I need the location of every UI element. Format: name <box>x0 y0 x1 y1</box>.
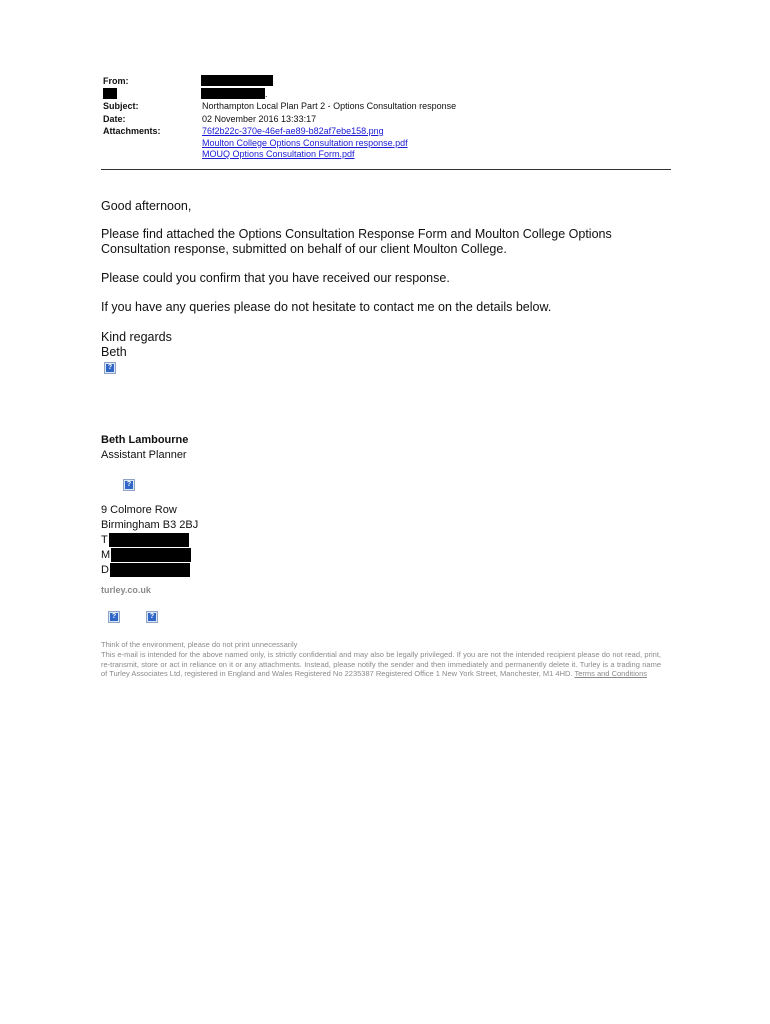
redacted-from-address <box>201 88 265 99</box>
from-label: From: <box>103 76 129 86</box>
disclaimer-text: This e-mail is intended for the above named only, is strictly confidential and may also be legally privileged. If you are not the intended recipient please do not read, print, re-transmit, store or act in reliance on it or any attachments. Instead, please notify the sender and then immediately and permanently delete it. Turley is a trading name of Turley Associates Ltd, registered in England and Wales Registered No 2235387 Registered Office 1 New York Street, Manchester, M1 4HD. <box>101 650 661 679</box>
broken-image-icon: ? <box>104 362 116 374</box>
attachment-link-1[interactable]: 76f2b22c-370e-46ef-ae89-b82af7ebe158.png <box>202 126 384 136</box>
subject-label: Subject: <box>103 101 139 111</box>
signoff: Beth <box>101 345 127 359</box>
body-paragraph-1: Please find attached the Options Consultation Response Form and Moulton College Options Consultation response, submitted on behalf of our client Moulton College. <box>101 227 612 256</box>
redacted-from <box>201 75 273 86</box>
greeting: Good afternoon, <box>101 199 192 213</box>
attachment-link-3[interactable]: MOUQ Options Consultation Form.pdf <box>202 149 355 159</box>
body-paragraph-3: If you have any queries please do not hesitate to contact me on the details below. <box>101 300 552 314</box>
phone-t-prefix: T <box>101 534 108 546</box>
redacted-phone-t <box>109 533 189 547</box>
social-icon-1[interactable]: ? <box>108 611 120 623</box>
address-line-1: 9 Colmore Row <box>101 504 177 516</box>
redacted-phone-m <box>111 548 191 562</box>
header-divider <box>101 169 671 170</box>
subject-value: Northampton Local Plan Part 2 - Options Consultation response <box>202 101 457 111</box>
date-value: 02 November 2016 13:33:17 <box>202 114 317 124</box>
terms-link[interactable]: Terms and Conditions <box>574 669 648 679</box>
attachment-link-2[interactable]: Moulton College Options Consultation response.pdf <box>202 138 408 148</box>
website-link[interactable]: turley.co.uk <box>101 585 151 595</box>
signature-name: Beth Lambourne <box>101 434 189 446</box>
redacted-phone-d <box>110 563 190 577</box>
closing: Kind regards <box>101 330 172 344</box>
phone-m-prefix: M <box>101 549 111 561</box>
broken-image-icon: ? <box>123 479 135 491</box>
environment-note: Think of the environment, please do not print unnecessarily <box>101 640 298 649</box>
phone-d-prefix: D <box>101 564 109 576</box>
redaction-trailing-mark: . <box>265 89 268 99</box>
body-paragraph-2: Please could you confirm that you have received our response. <box>101 271 450 285</box>
social-icon-2[interactable]: ? <box>146 611 158 623</box>
disclaimer <box>101 650 661 679</box>
attachments-label: Attachments: <box>103 126 161 136</box>
redacted-from-prefix <box>103 88 117 99</box>
date-label: Date: <box>103 114 126 124</box>
address-line-2: Birmingham B3 2BJ <box>101 519 199 531</box>
signature-role: Assistant Planner <box>101 449 187 461</box>
